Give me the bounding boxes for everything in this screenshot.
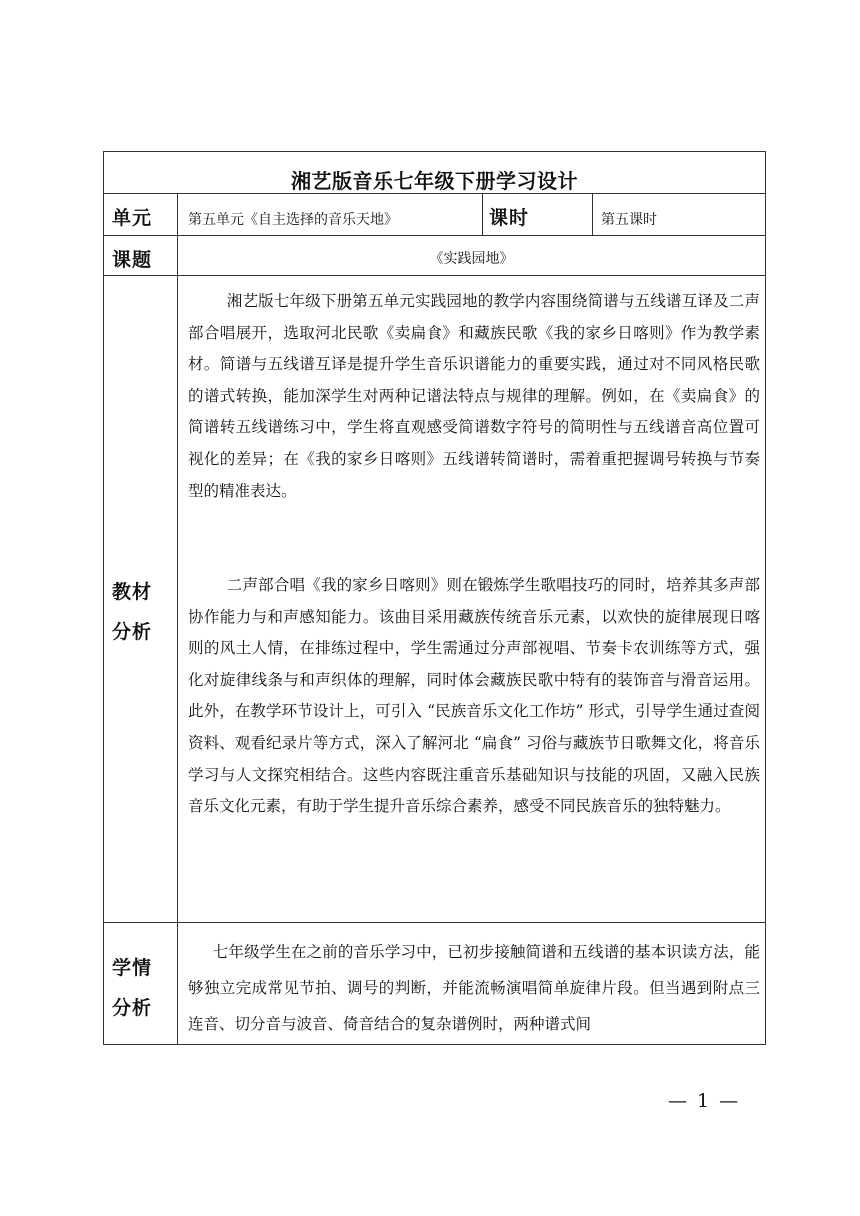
learner-label-line-2: 分析	[112, 997, 153, 1019]
row-divider	[104, 235, 765, 236]
row-divider	[104, 275, 765, 276]
material-analysis-label	[112, 572, 152, 652]
column-divider	[177, 193, 178, 1044]
topic-value: 《实践园地》	[429, 251, 514, 267]
unit-value: 第五单元《自主选择的音乐天地》	[188, 212, 398, 228]
material-label-line-1: 教材	[112, 581, 153, 603]
page-number: — 1 —	[668, 1090, 741, 1112]
material-label-line-2: 分析	[112, 621, 153, 643]
period-label: 课时	[489, 207, 530, 229]
topic-label: 课题	[112, 249, 153, 271]
row-divider	[104, 922, 765, 923]
column-divider	[482, 193, 483, 235]
learner-label-line-1: 学情	[112, 957, 153, 979]
learner-paragraph: 七年级学生在之前的音乐学习中，已初步接触简谱和五线谱的基本识读方法，能够独立完成常见节拍、调号的判断，并能流畅演唱简单旋律片段。但当遇到附点三连音、切分音与波音、倚音结合的复杂谱例时，两种谱式间	[188, 943, 760, 1033]
learner-analysis-label	[112, 948, 152, 1028]
lesson-design-table	[103, 151, 766, 1045]
column-divider	[592, 193, 593, 235]
period-value: 第五课时	[601, 212, 657, 228]
document-title: 湘艺版音乐七年级下册学习设计	[291, 169, 578, 193]
unit-label: 单元	[112, 207, 153, 229]
material-paragraph-1: 湘艺版七年级下册第五单元实践园地的教学内容围绕简谱与五线谱互译及二声部合唱展开，选取河北民歌《卖扁食》和藏族民歌《我的家乡日喀则》作为教学素材。简谱与五线谱互译是提升学生音乐识谱能力的重要实践，通过对不同风格民歌的谱式转换，能加深学生对两种记谱法特点与规律的理解。例如，在《卖扁食》的简谱转五线谱练习中，学生将直观感受简谱数字符号的简明性与五线谱音高位置可视化的差异；在《我的家乡日喀则》五线谱转简谱时，需着重把握调号转换与节奏型的精准表达。	[188, 292, 760, 500]
material-paragraph-2: 二声部合唱《我的家乡日喀则》则在锻炼学生歌唱技巧的同时，培养其多声部协作能力与和声感知能力。该曲目采用藏族传统音乐元素，以欢快的旋律展现日喀则的风土人情，在排练过程中，学生需通过分声部视唱、节奏卡农训练等方式，强化对旋律线条与和声织体的理解，同时体会藏族民歌中特有的装饰音与滑音运用。此外，在教学环节设计上，可引入 “民族音乐文化工作坊” 形式，引导学生通过查阅资料、观看纪录片等方式，深入了解河北 “扁食” 习俗与藏族节日歌舞文化，将音乐学习与人文探究相结合。这些内容既注重音乐基础知识与技能的巩固，又融入民族音乐文化元素，有助于学生提升音乐综合素养，感受不同民族音乐的独特魅力。	[188, 576, 760, 816]
